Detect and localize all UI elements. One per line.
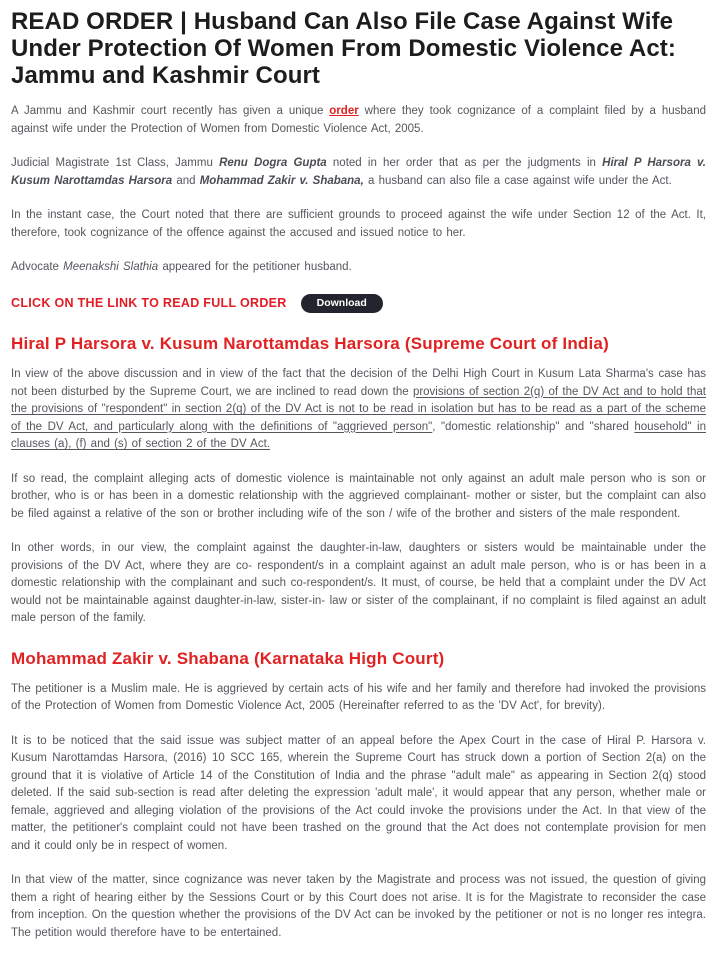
judge-name: Renu Dogra Gupta [219, 157, 327, 169]
intro-p2-text-and: and [172, 174, 200, 187]
intro-paragraph-4 [11, 259, 706, 277]
section-heading-zakir: Mohammad Zakir v. Shabana (Karnataka High Court) [11, 648, 445, 668]
intro-p4-text-before: Advocate [11, 261, 64, 273]
case-name-harsora: Hiral P Harsora v. Kusum Narottamdas Harsora [11, 157, 706, 187]
harsora-p1-text-before: In view of the above discussion and in view of the fact that the decision of the Delhi High Court in Kusum Lata Sharma's case has not been disturbed by the Supreme Court, we are inclined to read down the [11, 368, 706, 398]
advocate-name: Meenakshi Slathia [63, 261, 159, 273]
zakir-paragraph-3: In that view of the matter, since cognizance was never taken by the Magistrate and process was not issued, the question of giving them a right of hearing either by the Sessions Court or by this Court does not arise. It is for the Magistrate to reconsider the case from inception. On the question whether the provisions of the DV Act can be invoked by the petitioner or not is no longer res integra. The petition would therefore have to be entertained. [11, 874, 706, 939]
intro-p4-text-after: appeared for the petitioner husband. [158, 261, 352, 273]
harsora-paragraph-3: In other words, in our view, the complaint against the daughter-in-law, daughters or sisters would be maintainable under the provisions of the DV Act, where they are co- respondent/s in a complaint against an adult male person, who is or has been in a domestic relationship with the complainant and such co-respondent/s. It must, of course, be held that a complaint under the DV Act would not be maintainable against daughter-in-law, sister-in- law or sister of the complainant, if no complaint is filed against an adult male person of the family. [11, 542, 706, 625]
intro-p2-text-before: Judicial Magistrate 1st Class, Jammu [11, 157, 220, 169]
case-name-zakir: Mohammad Zakir v. Shabana, [199, 174, 364, 187]
harsora-p1-text-mid: , "domestic relationship" and "shared [432, 420, 635, 433]
intro-p2-text-after: a husband can also file a case against wife under the Act. [363, 174, 672, 187]
zakir-paragraph-2: It is to be noticed that the said issue was subject matter of an appeal before the Apex Court in the case of Hiral P. Harsora v. Kusum Narottamdas Harsora, (2016) 10 SCC 165, wherein the Supreme Court has struck down a portion of Section 2(a) on the ground that it is violative of Article 14 of the Constitution of India and the phrase "adult male" as appearing in Section 2(q) stood deleted. If the said sub-section is read after deleting the expression 'adult male', it would appear that any person, whether male or female, aggrieved and alleging violation of the provisions of the Act could invoke the provisions under the Act. In that view of the matter, the petitioner's complaint could not have been trashed on the ground that the Act does not contemplate provision for men and it could only be in respect of women. [11, 734, 706, 852]
zakir-paragraph-1: The petitioner is a Muslim male. He is aggrieved by certain acts of his wife and her family and therefore had invoked the provisions of the Protection of Women from Domestic Violence Act, 2005 (Hereinafter referred to as the 'DV Act', for brevity). [11, 682, 706, 713]
download-button[interactable]: Download [301, 294, 383, 314]
article-title: READ ORDER | Husband Can Also File Case Against Wife Under Protection Of Women From Domestic Violence Act: Jammu and Kashmir Court [11, 8, 676, 89]
intro-p1-text-before: A Jammu and Kashmir court recently has given a unique [11, 105, 330, 117]
intro-paragraph-1 [11, 103, 706, 138]
section-heading-harsora: Hiral P Harsora v. Kusum Narottamdas Harsora (Supreme Court of India) [11, 334, 609, 354]
cta-row [11, 294, 706, 314]
intro-p2-text-mid: noted in her order that as per the judgments in [326, 157, 603, 169]
harsora-p1-underlined-1: provisions of section 2(q) of the DV Act and to hold that the provisions of "respondent" in section 2(q) of the DV Act is not to be read in isolation but has to be read as a part of the scheme of the DV Act, and particularly along with the definitions of "aggrieved person" [11, 385, 706, 433]
intro-paragraph-3: In the instant case, the Court noted that there are sufficient grounds to proceed against the wife under Section 12 of the Act. It, therefore, took cognizance of the offence against the accused and issued notice to her. [11, 209, 706, 239]
cta-label: CLICK ON THE LINK TO READ FULL ORDER [11, 296, 287, 311]
harsora-paragraph-1 [11, 366, 706, 454]
intro-paragraph-2 [11, 155, 706, 190]
intro-p1-text-after: where they took cognizance of a complaint filed by a husband against wife under the Protection of Women from Domestic Violence Act, 2005. [11, 105, 706, 135]
harsora-p1-underlined-2: household" in clauses (a), (f) and (s) of section 2 of the DV Act. [11, 420, 706, 451]
harsora-paragraph-2: If so read, the complaint alleging acts of domestic violence is maintainable not only against an adult male person who is son or brother, who is or has been in a domestic relationship with the aggrieved complainant- mother or sister, but the complaint can also be filed against a relative of the son or brother including wife of the son / wife of the brother and sisters of the male respondent. [11, 472, 706, 520]
order-link[interactable]: order [329, 105, 359, 117]
